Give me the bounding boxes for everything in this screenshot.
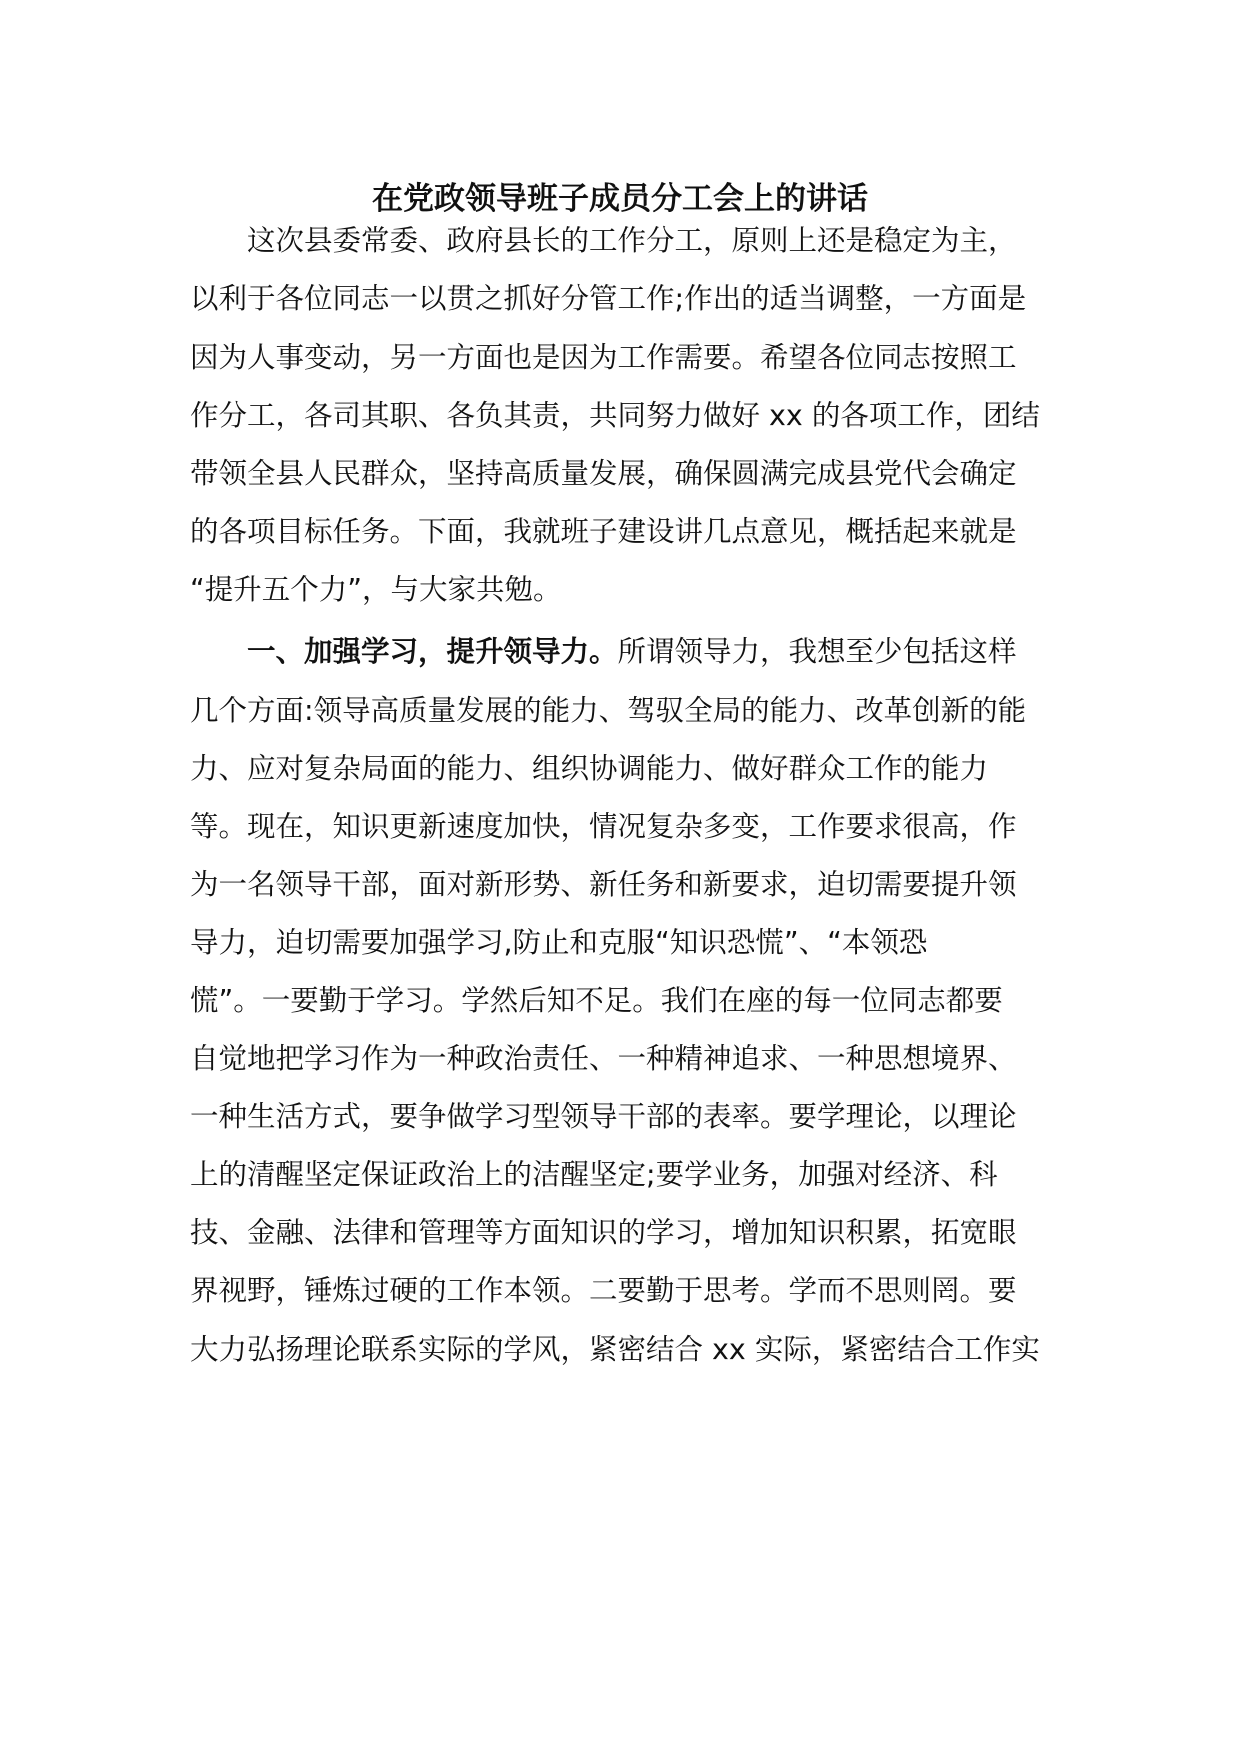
body-line: 几个方面:领导高质量发展的能力、驾驭全局的能力、改革创新的能 [190,694,1027,727]
body-line: 的各项目标任务。下面，我就班子建设讲几点意见，概括起来就是 [190,515,1017,548]
body-line: 力、应对复杂局面的能力、组织协调能力、做好群众工作的能力 [190,752,989,785]
section-heading: 一、加强学习，提升领导力。 [190,635,618,668]
section-first-line [190,630,1017,674]
body-line: 等。现在，知识更新速度加快，情况复杂多变，工作要求很高，作 [190,810,1017,843]
document-title: 在党政领导班子成员分工会上的讲话 [372,181,868,217]
body-line: 上的清醒坚定保证政治上的洁醒坚定;要学业务，加强对经济、科 [190,1158,998,1191]
body-line: 界视野，锤炼过硬的工作本领。二要勤于思考。学而不思则罔。要 [190,1274,1017,1307]
body-line: “提升五个力”，与大家共勉。 [190,573,562,606]
body-line: 一种生活方式，要争做学习型领导干部的表率。要学理论，以理论 [190,1100,1017,1133]
body-line: 这次县委常委、政府县长的工作分工，原则上还是稳定为主， [190,224,1017,257]
body-line: 技、金融、法律和管理等方面知识的学习，增加知识积累，拓宽眼 [190,1216,1017,1249]
body-line: 以利于各位同志一以贯之抓好分管工作;作出的适当调整，一方面是 [190,282,1027,315]
body-line: 作分工，各司其职、各负其责，共同努力做好 xx 的各项工作，团结 [190,399,1040,432]
body-line: 因为人事变动，另一方面也是因为工作需要。希望各位同志按照工 [190,341,1017,374]
body-line: 慌”。一要勤于学习。学然后知不足。我们在座的每一位同志都要 [190,984,1003,1017]
body-line: 导力，迫切需要加强学习,防止和克服“知识恐慌”、“本领恐 [190,926,928,959]
body-line: 大力弘扬理论联系实际的学风，紧密结合 xx 实际，紧密结合工作实 [190,1333,1040,1366]
section-first-line-text: 所谓领导力，我想至少包括这样 [617,635,1017,668]
body-line: 带领全县人民群众，坚持高质量发展，确保圆满完成县党代会确定 [190,457,1017,490]
body-line: 自觉地把学习作为一种政治责任、一种精神追求、一种思想境界、 [190,1042,1017,1075]
body-line: 为一名领导干部，面对新形势、新任务和新要求，迫切需要提升领 [190,868,1017,901]
